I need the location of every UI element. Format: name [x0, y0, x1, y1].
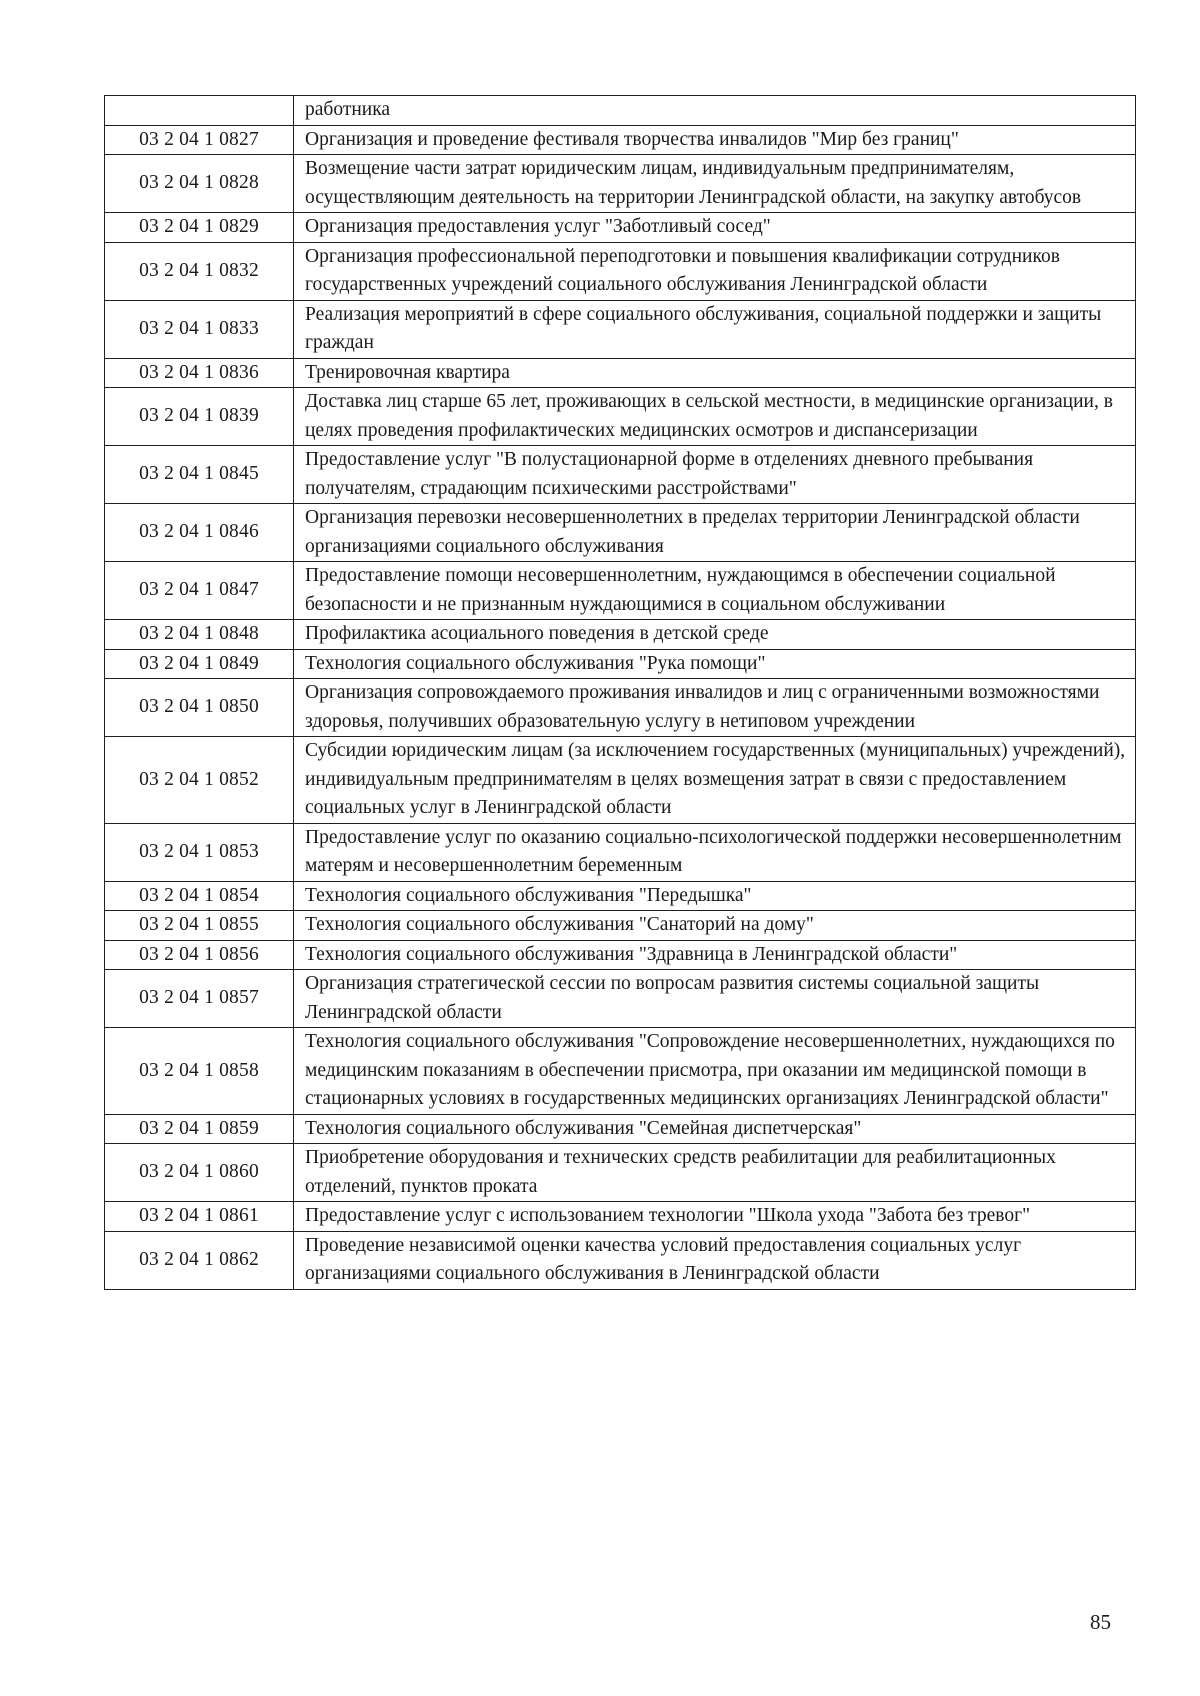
- description-cell: Доставка лиц старше 65 лет, проживающих в сельской местности, в медицинские организации, в целях проведения профилактических медицинских осмотров и диспансеризации: [294, 388, 1136, 446]
- description-cell: Организация профессиональной переподготовки и повышения квалификации сотрудников государственных учреждений социального обслуживания Ленинградской области: [294, 242, 1136, 300]
- table-row: [105, 881, 1136, 911]
- table-row: [105, 242, 1136, 300]
- budget-classification-table: [104, 95, 1136, 1290]
- table-row: [105, 388, 1136, 446]
- description-cell: Организация сопровождаемого проживания инвалидов и лиц с ограниченными возможностями здоровья, получивших образовательную услугу в нетиповом учреждении: [294, 679, 1136, 737]
- table-row: [105, 911, 1136, 941]
- page-number: 85: [1090, 1610, 1111, 1634]
- code-cell: 03 2 04 1 0827: [105, 125, 294, 155]
- code-cell: 03 2 04 1 0857: [105, 970, 294, 1028]
- description-cell: Предоставление помощи несовершеннолетним, нуждающимся в обеспечении социальной безопасности и не признанным нуждающимися в социальном обслуживании: [294, 562, 1136, 620]
- description-cell: Возмещение части затрат юридическим лицам, индивидуальным предпринимателям, осуществляющим деятельность на территории Ленинградской области, на закупку автобусов: [294, 155, 1136, 213]
- code-cell: 03 2 04 1 0853: [105, 823, 294, 881]
- code-cell: 03 2 04 1 0846: [105, 504, 294, 562]
- code-cell: 03 2 04 1 0847: [105, 562, 294, 620]
- table-row: [105, 504, 1136, 562]
- code-cell: 03 2 04 1 0828: [105, 155, 294, 213]
- code-cell: 03 2 04 1 0839: [105, 388, 294, 446]
- code-cell: 03 2 04 1 0836: [105, 358, 294, 388]
- table-row: [105, 446, 1136, 504]
- description-cell: Тренировочная квартира: [294, 358, 1136, 388]
- table-row: [105, 737, 1136, 824]
- code-cell: 03 2 04 1 0854: [105, 881, 294, 911]
- code-cell: 03 2 04 1 0832: [105, 242, 294, 300]
- table-row: [105, 1231, 1136, 1289]
- description-cell: Профилактика асоциального поведения в детской среде: [294, 620, 1136, 650]
- table-row: [105, 1202, 1136, 1232]
- table-body: [105, 96, 1136, 1290]
- table-row: [105, 213, 1136, 243]
- description-cell: Предоставление услуг по оказанию социально-психологической поддержки несовершеннолетним матерям и несовершеннолетним беременным: [294, 823, 1136, 881]
- description-cell: Предоставление услуг "В полустационарной форме в отделениях дневного пребывания получателям, страдающим психическими расстройствами": [294, 446, 1136, 504]
- description-cell: Организация перевозки несовершеннолетних в пределах территории Ленинградской области организациями социального обслуживания: [294, 504, 1136, 562]
- description-cell: Технология социального обслуживания "Семейная диспетчерская": [294, 1114, 1136, 1144]
- code-cell: 03 2 04 1 0852: [105, 737, 294, 824]
- table-row: [105, 300, 1136, 358]
- table-row: [105, 96, 1136, 126]
- table-row: [105, 358, 1136, 388]
- description-cell: Технология социального обслуживания "Здравница в Ленинградской области": [294, 940, 1136, 970]
- code-cell: 03 2 04 1 0845: [105, 446, 294, 504]
- table-row: [105, 155, 1136, 213]
- table-row: [105, 1144, 1136, 1202]
- code-cell: 03 2 04 1 0833: [105, 300, 294, 358]
- table-row: [105, 970, 1136, 1028]
- table-row: [105, 125, 1136, 155]
- code-cell: 03 2 04 1 0858: [105, 1028, 294, 1115]
- description-cell: Технология социального обслуживания "Сопровождение несовершеннолетних, нуждающихся по медицинским показаниям в обеспечении присмотра, при оказании им медицинской помощи в стационарных условиях в государственных медицинских организациях Ленинградской области": [294, 1028, 1136, 1115]
- table-row: [105, 562, 1136, 620]
- code-cell: 03 2 04 1 0849: [105, 649, 294, 679]
- description-cell: Технология социального обслуживания "Передышка": [294, 881, 1136, 911]
- description-cell: Предоставление услуг с использованием технологии "Школа ухода "Забота без тревог": [294, 1202, 1136, 1232]
- table-row: [105, 620, 1136, 650]
- code-cell: 03 2 04 1 0855: [105, 911, 294, 941]
- description-cell: Реализация мероприятий в сфере социального обслуживания, социальной поддержки и защиты граждан: [294, 300, 1136, 358]
- code-cell: 03 2 04 1 0862: [105, 1231, 294, 1289]
- description-cell: Организация стратегической сессии по вопросам развития системы социальной защиты Ленинградской области: [294, 970, 1136, 1028]
- code-cell: 03 2 04 1 0861: [105, 1202, 294, 1232]
- description-cell: Организация предоставления услуг "Заботливый сосед": [294, 213, 1136, 243]
- description-cell: Организация и проведение фестиваля творчества инвалидов "Мир без границ": [294, 125, 1136, 155]
- description-cell: работника: [294, 96, 1136, 126]
- table-row: [105, 1114, 1136, 1144]
- code-cell: 03 2 04 1 0848: [105, 620, 294, 650]
- code-cell: [105, 96, 294, 126]
- table-row: [105, 940, 1136, 970]
- description-cell: Приобретение оборудования и технических средств реабилитации для реабилитационных отделений, пунктов проката: [294, 1144, 1136, 1202]
- description-cell: Субсидии юридическим лицам (за исключением государственных (муниципальных) учреждений), индивидуальным предпринимателям в целях возмещения затрат в связи с предоставлением социальных услуг в Ленинградской области: [294, 737, 1136, 824]
- code-cell: 03 2 04 1 0860: [105, 1144, 294, 1202]
- table-row: [105, 1028, 1136, 1115]
- code-cell: 03 2 04 1 0859: [105, 1114, 294, 1144]
- description-cell: Проведение независимой оценки качества условий предоставления социальных услуг организациями социального обслуживания в Ленинградской области: [294, 1231, 1136, 1289]
- table-row: [105, 679, 1136, 737]
- description-cell: Технология социального обслуживания "Санаторий на дому": [294, 911, 1136, 941]
- description-cell: Технология социального обслуживания "Рука помощи": [294, 649, 1136, 679]
- table-row: [105, 823, 1136, 881]
- table-row: [105, 649, 1136, 679]
- code-cell: 03 2 04 1 0850: [105, 679, 294, 737]
- code-cell: 03 2 04 1 0829: [105, 213, 294, 243]
- code-cell: 03 2 04 1 0856: [105, 940, 294, 970]
